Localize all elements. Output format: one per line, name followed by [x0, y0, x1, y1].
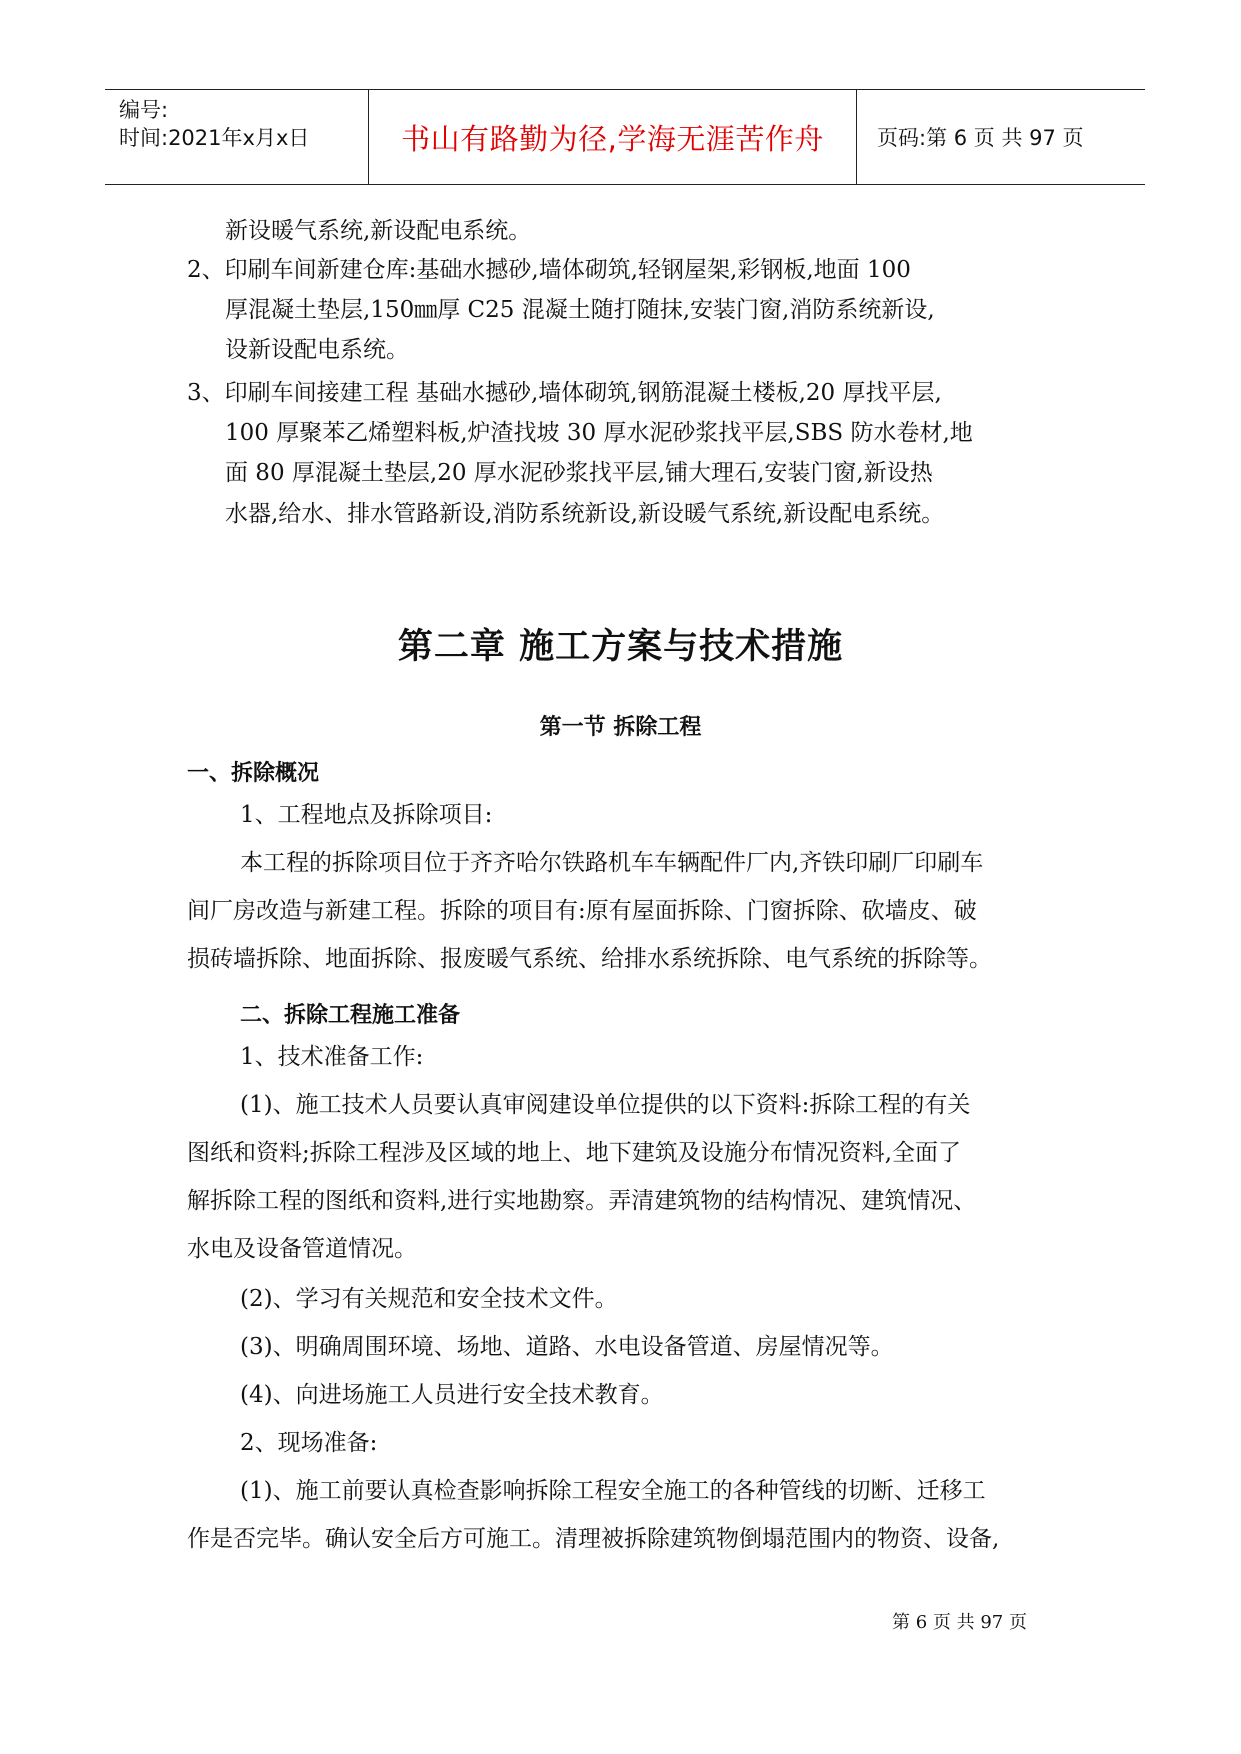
- item-3-line-3: 面 80 厚混凝土垫层,20 厚水泥砂浆找平层,铺大理石,安装门窗,新设热: [225, 460, 933, 486]
- item-1-line-1: 新设暖气系统,新设配电系统。: [225, 218, 532, 244]
- header-middle-cell: [369, 90, 857, 184]
- p2-item-2: (2)、学习有关规范和安全技术文件。: [240, 1286, 618, 1312]
- chapter-title: 第二章 施工方案与技术措施: [397, 627, 844, 667]
- p1-line-3: 损砖墙拆除、地面拆除、报废暖气系统、给排水系统拆除、电气系统的拆除等。: [187, 946, 992, 972]
- header-motto: 书山有路勤为径,学海无涯苦作舟: [401, 121, 824, 156]
- p2-line-1: (1)、施工技术人员要认真审阅建设单位提供的以下资料:拆除工程的有关: [240, 1092, 971, 1118]
- item-3-line-2: 100 厚聚苯乙烯塑料板,炉渣找坡 30 厚水泥砂浆找平层,SBS 防水卷材,地: [225, 420, 973, 446]
- item-2-line-1: 2、印刷车间新建仓库:基础水撼砂,墙体砌筑,轻钢屋架,彩钢板,地面 100: [187, 257, 911, 283]
- item-2-line-3: 设新设配电系统。: [225, 337, 409, 363]
- header-right-cell: [857, 90, 1145, 184]
- heading-demolition-preparation: 二、拆除工程施工准备: [240, 1003, 461, 1028]
- item-3-line-4: 水器,给水、排水管路新设,消防系统新设,新设暖气系统,新设配电系统。: [225, 501, 945, 527]
- header-page-info: 页码:第 6 页 共 97 页: [877, 126, 1084, 150]
- header-left-cell: [105, 90, 369, 184]
- document-code-label: 编号:: [119, 98, 169, 122]
- p2-item-4: (4)、向进场施工人员进行安全技术教育。: [240, 1382, 664, 1408]
- document-time-label: 时间:2021年x月x日: [119, 126, 310, 150]
- item-2-line-2: 厚混凝土垫层,150㎜厚 C25 混凝土随打随抹,安装门窗,消防系统新设,: [225, 297, 935, 323]
- heading-demolition-overview: 一、拆除概况: [187, 761, 320, 786]
- p3-line-2: 作是否完毕。确认安全后方可施工。清理被拆除建筑物倒塌范围内的物资、设备,: [187, 1526, 1000, 1552]
- p3-line-1: (1)、施工前要认真检查影响拆除工程安全施工的各种管线的切断、迁移工: [240, 1478, 986, 1504]
- p1-line-2: 间厂房改造与新建工程。拆除的项目有:原有屋面拆除、门窗拆除、砍墙皮、破: [187, 898, 977, 924]
- p1-label: 1、工程地点及拆除项目:: [240, 802, 493, 828]
- p2-line-3: 解拆除工程的图纸和资料,进行实地勘察。弄清建筑物的结构情况、建筑情况、: [187, 1188, 977, 1214]
- page-footer: 第 6 页 共 97 页: [892, 1612, 1027, 1633]
- item-3-line-1: 3、印刷车间接建工程 基础水撼砂,墙体砌筑,钢筋混凝土楼板,20 厚找平层,: [187, 380, 942, 406]
- p2-line-2: 图纸和资料;拆除工程涉及区域的地上、地下建筑及设施分布情况资料,全面了: [187, 1140, 962, 1166]
- p1-line-1: 本工程的拆除项目位于齐齐哈尔铁路机车车辆配件厂内,齐铁印刷厂印刷车: [240, 850, 984, 876]
- page-header: [105, 89, 1145, 185]
- p3-label: 2、现场准备:: [240, 1430, 378, 1456]
- p2-line-4: 水电及设备管道情况。: [187, 1236, 417, 1262]
- p2-label: 1、技术准备工作:: [240, 1044, 424, 1070]
- section-title: 第一节 拆除工程: [539, 715, 702, 740]
- p2-item-3: (3)、明确周围环境、场地、道路、水电设备管道、房屋情况等。: [240, 1334, 894, 1360]
